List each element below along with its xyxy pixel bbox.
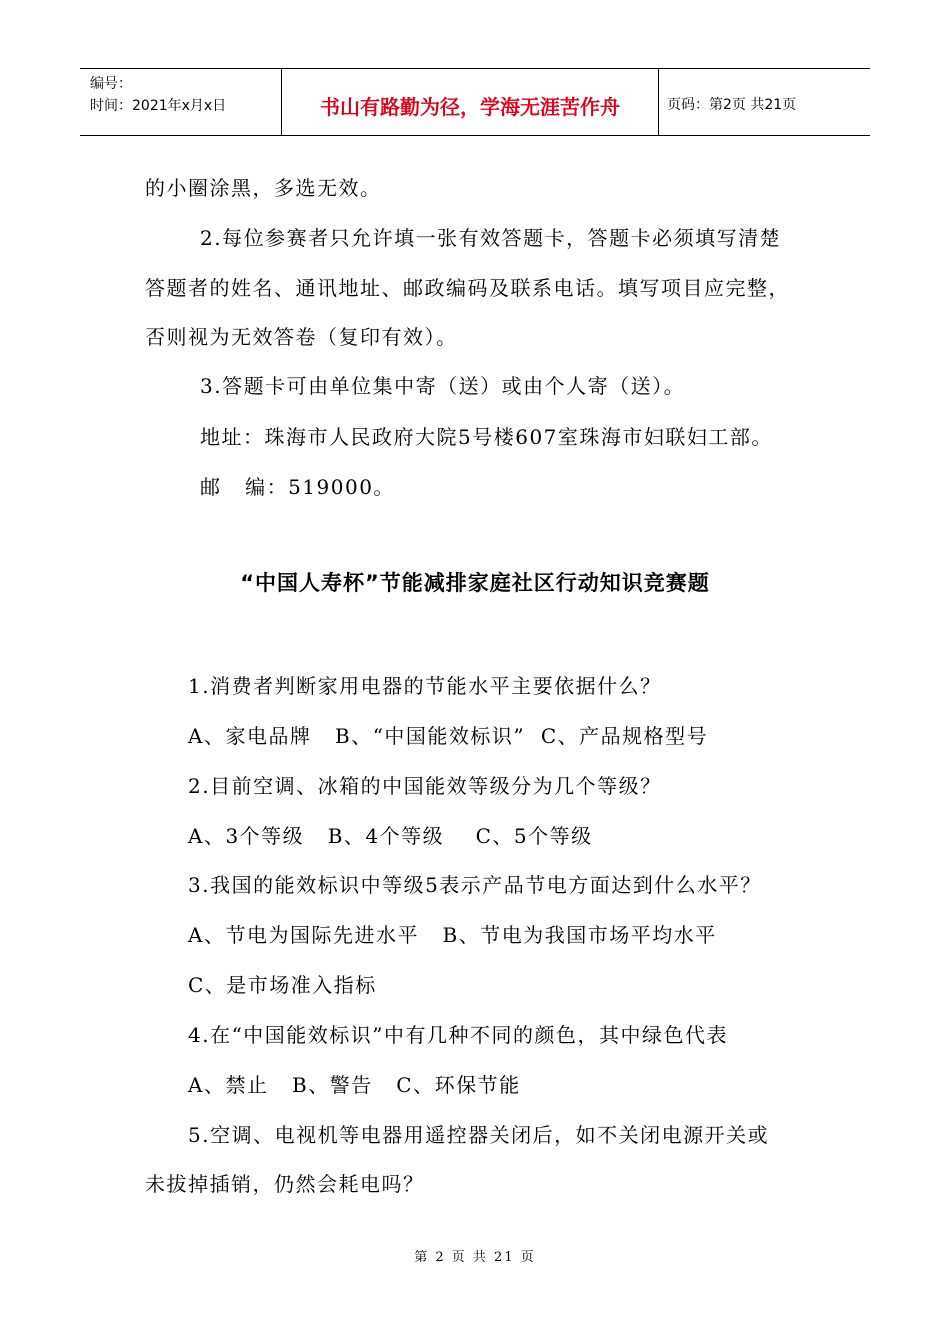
question-line: 5.空调、电视机等电器用遥控器关闭后，如不关闭电源开关或 bbox=[188, 1123, 770, 1147]
question-line: 4.在“中国能效标识”中有几种不同的颜色，其中绿色代表 bbox=[188, 1023, 729, 1047]
intro-line: 3.答题卡可由单位集中寄（送）或由个人寄（送）。 bbox=[200, 374, 686, 398]
quiz-title: “中国人寿杯”节能减排家庭社区行动知识竞赛题 bbox=[240, 571, 710, 595]
number-label: 编号： bbox=[90, 76, 132, 92]
postcode-line: 邮 编：519000。 bbox=[200, 475, 395, 499]
question-line: 未拔掉插销，仍然会耗电吗？ bbox=[145, 1172, 425, 1196]
address-line: 地址：珠海市人民政府大院5号楼607室珠海市妇联妇工部。 bbox=[200, 425, 773, 449]
header-info bbox=[80, 69, 282, 135]
options-line: A、家电品牌 B、“中国能效标识” C、产品规格型号 bbox=[188, 724, 709, 748]
options-line: C、是市场准入指标 bbox=[188, 973, 377, 997]
question-line: 1.消费者判断家用电器的节能水平主要依据什么？ bbox=[188, 674, 662, 698]
page-footer: 第 2 页 共 21 页 bbox=[414, 1250, 536, 1265]
header-page-label: 页码：第2页 共21页 bbox=[667, 97, 797, 113]
date-label: 时间：2021年x月x日 bbox=[90, 98, 227, 114]
header-motto: 书山有路勤为径，学海无涯苦作舟 bbox=[282, 69, 659, 135]
intro-line: 否则视为无效答卷（复印有效）。 bbox=[145, 325, 458, 349]
question-line: 3.我国的能效标识中等级5表示产品节电方面达到什么水平？ bbox=[188, 873, 762, 897]
page-header bbox=[80, 68, 870, 136]
intro-line: 2.每位参赛者只允许填一张有效答题卡，答题卡必须填写清楚 bbox=[200, 226, 782, 250]
options-line: A、禁止 B、警告 C、环保节能 bbox=[188, 1073, 521, 1097]
intro-line: 的小圈涂黑，多选无效。 bbox=[145, 176, 382, 200]
options-line: A、节电为国际先进水平 B、节电为我国市场平均水平 bbox=[188, 923, 717, 947]
intro-line: 答题者的姓名、通讯地址、邮政编码及联系电话。填写项目应完整， bbox=[145, 276, 790, 300]
question-line: 2.目前空调、冰箱的中国能效等级分为几个等级？ bbox=[188, 774, 662, 798]
options-line: A、3个等级 B、4个等级 C、5个等级 bbox=[188, 824, 593, 848]
